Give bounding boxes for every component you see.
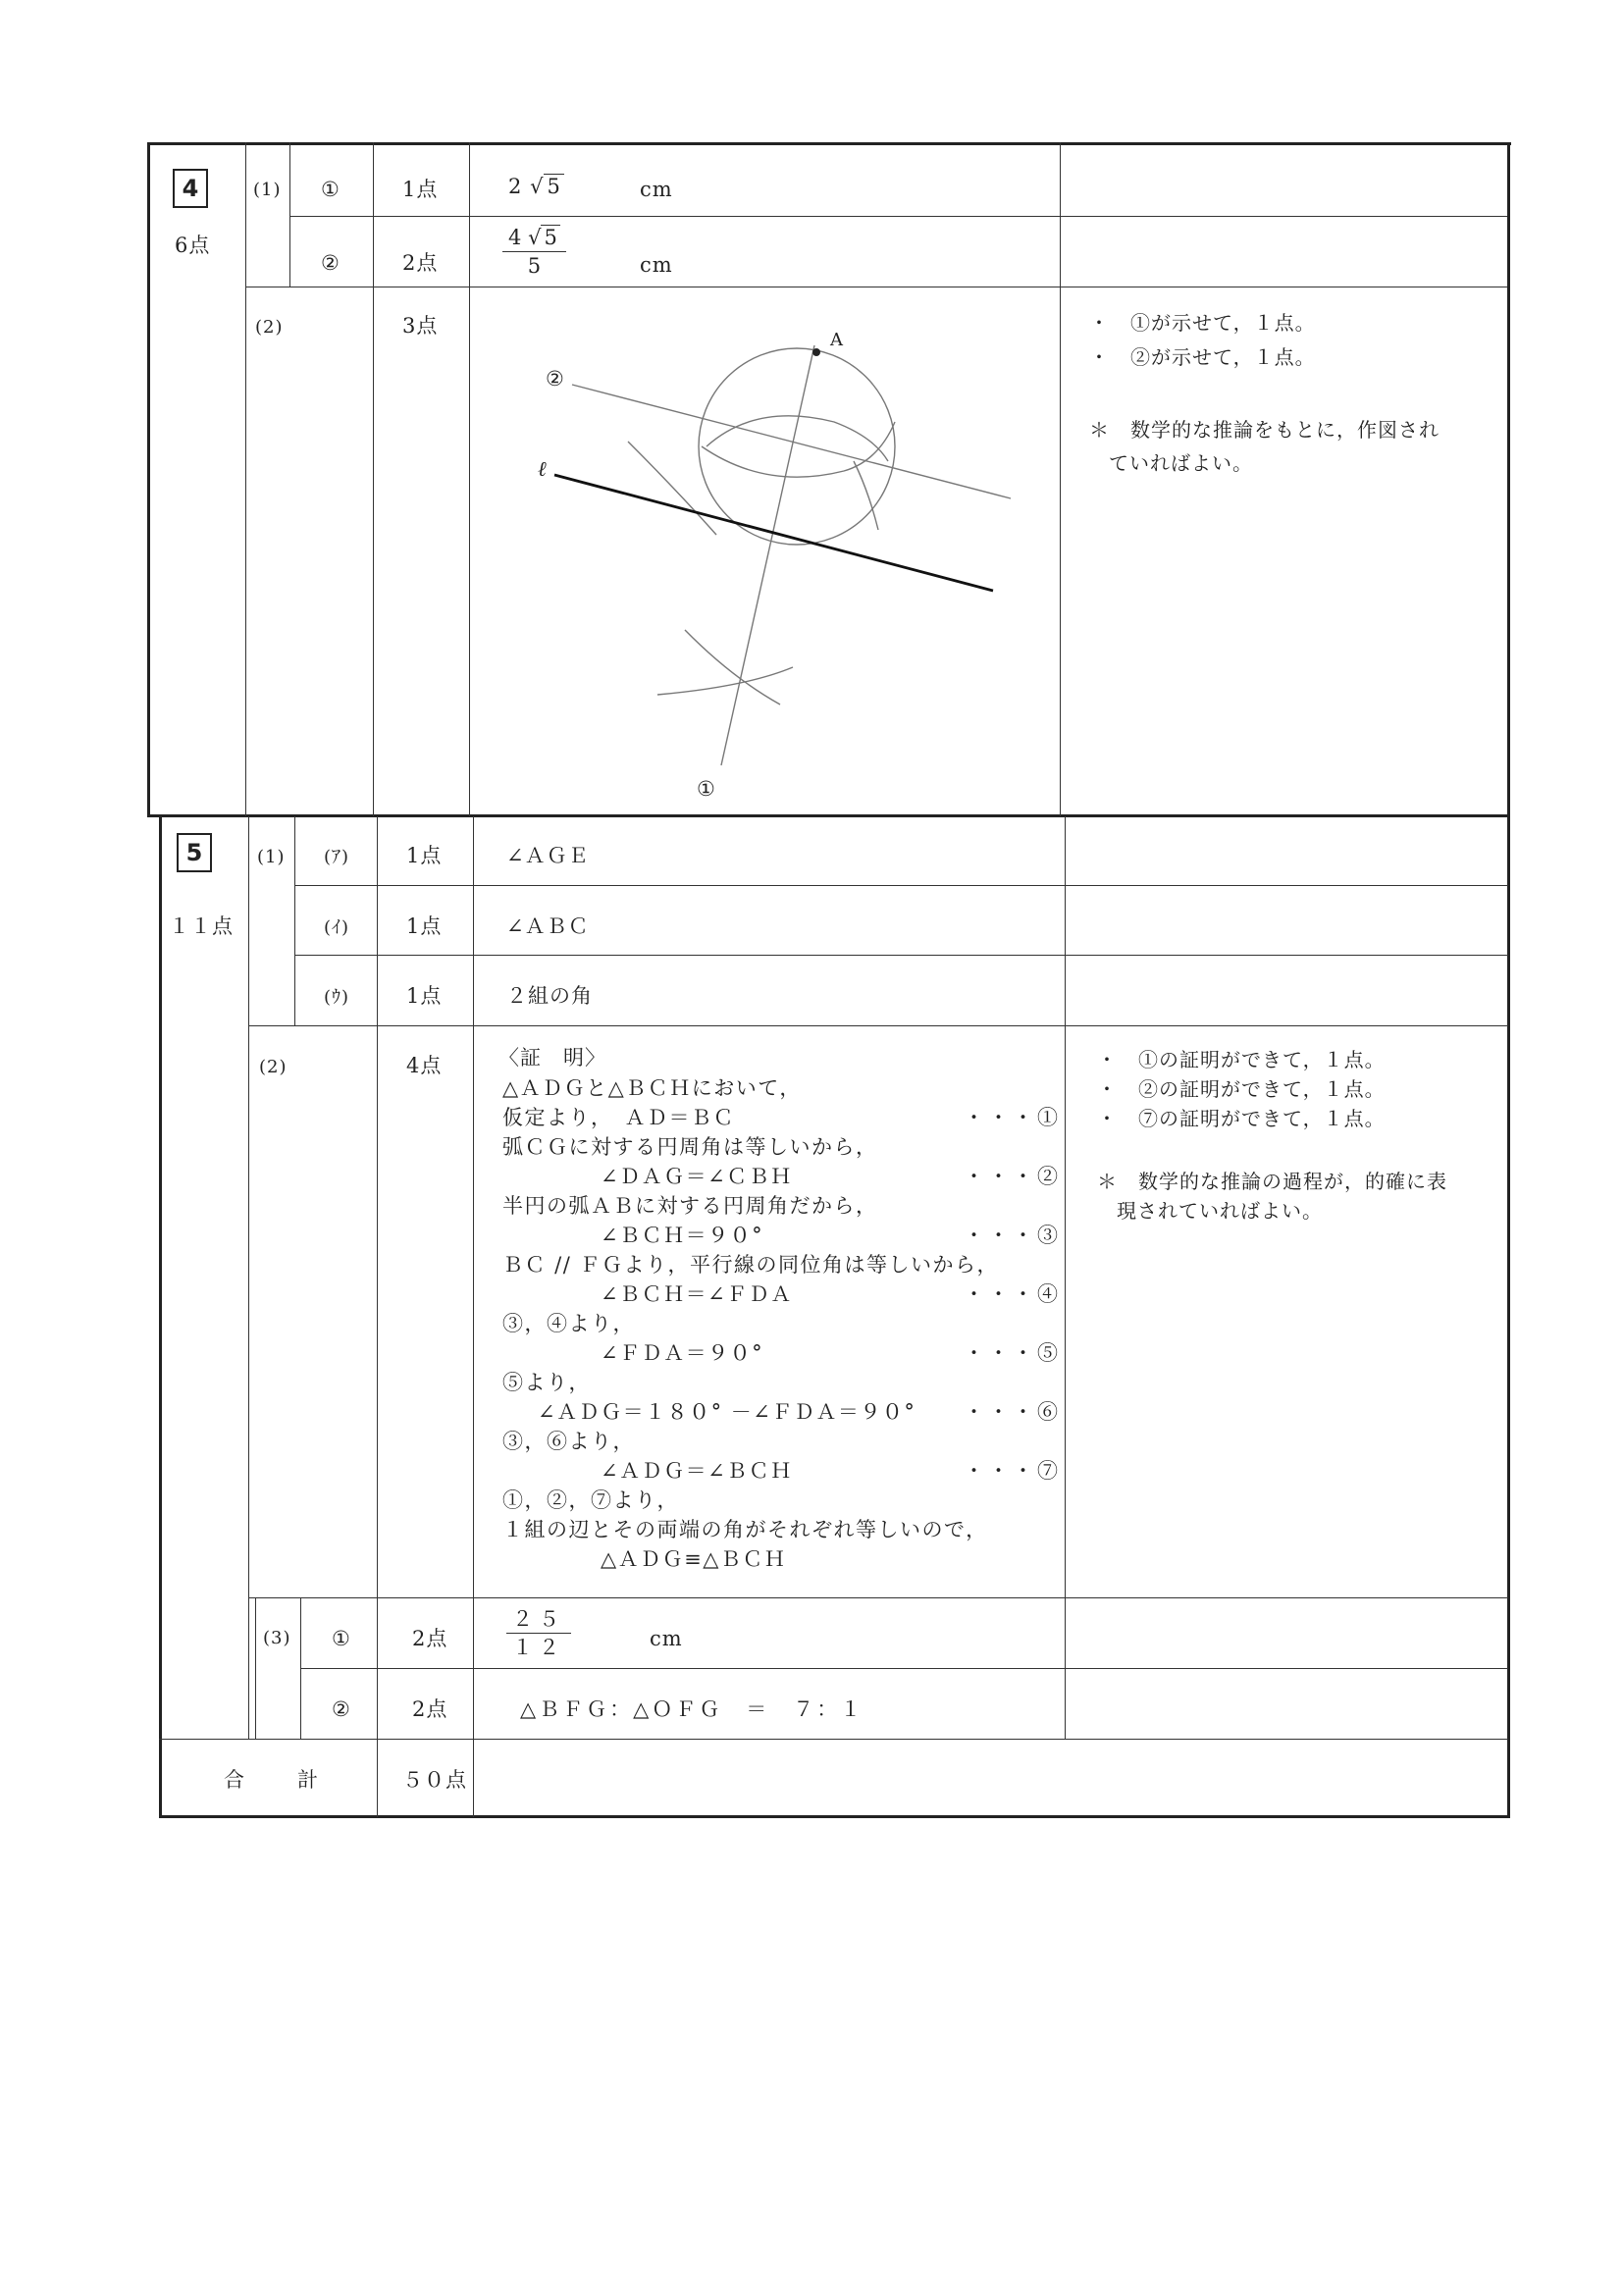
fraction-denominator: １２	[512, 1636, 565, 1659]
q5-sub1-item2-answer: ∠ＡＢＣ	[506, 914, 590, 938]
q4-sub1-item1-unit: cm	[640, 178, 673, 201]
proof-line-text: ∠ＤＡＧ＝∠ＣＢＨ	[601, 1165, 793, 1188]
q4-sub2-label: (2)	[255, 317, 284, 338]
q4-number-box: 4	[173, 169, 208, 208]
proof-line-ref: ・・・④	[964, 1282, 1062, 1306]
q4-sub2-note-1: ・ ①が示せて，１点。	[1089, 311, 1316, 335]
radicand: 5	[544, 174, 563, 198]
q5-sub3-item1-num: ①	[332, 1627, 351, 1650]
q4-sub2-remark-line-1: ＊ 数学的な推論をもとに，作図され	[1089, 418, 1440, 442]
q4-sub1-label: (1)	[253, 180, 282, 200]
total-label: 合 計	[224, 1768, 322, 1792]
proof-line	[502, 1132, 1062, 1162]
proof-line-text: ∠ＦＤＡ＝９０°	[601, 1341, 764, 1365]
sqrt-symbol: √ 5	[530, 173, 564, 200]
construction-arc-lower-2	[685, 630, 780, 704]
fraction-numerator: ２５	[506, 1605, 571, 1634]
q5-sub3-item1-points: 2点	[412, 1627, 448, 1650]
fraction-denominator: 5	[527, 254, 542, 278]
proof-line	[502, 1162, 1062, 1191]
construction-circle	[699, 348, 895, 545]
figure-point-a-label: A	[830, 330, 844, 350]
proof-line	[502, 1191, 1062, 1221]
q5-sub3-label: (3)	[263, 1628, 291, 1648]
proof-line-text: ＢＣ // ＦＧより，平行線の同位角は等しいから，	[502, 1253, 999, 1277]
q5-sub3-item2-points: 2点	[412, 1697, 448, 1721]
q4-sub1-item2-unit: cm	[640, 253, 673, 277]
figure-label-1: ①	[697, 777, 716, 801]
proof-line	[502, 1309, 1062, 1338]
proof-line-text: ③，④より，	[502, 1312, 635, 1335]
proof-line	[502, 1103, 1062, 1132]
q5-sub1-item3-num: (ｳ)	[324, 987, 350, 1008]
q5-sub1-item1-points: 1点	[406, 844, 443, 867]
proof-line-ref: ・・・⑥	[964, 1400, 1062, 1424]
proof-line	[502, 1338, 1062, 1368]
q4-sub1-item1-num: ①	[321, 178, 340, 201]
q4-points-total: 6点	[175, 234, 211, 257]
proof-line	[502, 1427, 1062, 1456]
q5-sub1-item1-answer: ∠ＡＧＥ	[506, 844, 590, 867]
proof-line-text: ∠ＢＣＨ＝∠ＦＤＡ	[601, 1282, 793, 1306]
proof-line-text: 仮定より， ＡＤ＝ＢＣ	[502, 1106, 735, 1129]
proof-line	[502, 1368, 1062, 1397]
proof-line-ref: ・・・②	[964, 1165, 1062, 1188]
q5-sub1-item3-points: 1点	[406, 984, 443, 1008]
q5-sub2-note-3: ・ ⑦の証明ができて，１点。	[1097, 1107, 1386, 1130]
q5-sub2-note-1: ・ ①の証明ができて，１点。	[1097, 1048, 1386, 1071]
q4-sub1-item2-points: 2点	[402, 251, 439, 275]
q5-sub2-points: 4点	[406, 1054, 443, 1077]
proof-line-text: △ＡＤＧと△ＢＣＨにおいて，	[502, 1076, 802, 1100]
q5-points-total: １１点	[169, 914, 234, 938]
figure-line-l-label: ℓ	[538, 457, 548, 481]
q5-sub2-remark-line-1: ＊ 数学的な推論の過程が，的確に表	[1097, 1170, 1447, 1193]
proof-line-text: ∠ＡＤＧ＝１８０° －∠ＦＤＡ＝９０°	[538, 1400, 916, 1424]
figure-label-2: ②	[546, 367, 565, 391]
proof-line	[502, 1486, 1062, 1515]
q5-number-box: 5	[177, 833, 212, 872]
construction-arc-side-1	[628, 442, 716, 535]
q5-sub1-item2-points: 1点	[406, 914, 443, 938]
answer-coefficient: 2	[508, 175, 523, 198]
total-points: ５０点	[402, 1768, 467, 1792]
q4-sub1-item1-points: 1点	[402, 178, 439, 201]
proof-line-ref: ・・・⑤	[964, 1341, 1062, 1365]
proof-line-text: △ＡＤＧ≡△ＢＣＨ	[601, 1547, 787, 1571]
q5-sub2-note-2: ・ ②の証明ができて，１点。	[1097, 1077, 1386, 1101]
proof-line	[502, 1544, 1062, 1574]
proof-line	[502, 1456, 1062, 1486]
q4-sub2-remark-line-2: ていればよい。	[1109, 451, 1253, 475]
q5-proof-title: 〈証 明〉	[498, 1046, 606, 1070]
point-a	[812, 348, 820, 356]
q5-sub1-item2-num: (ｲ)	[324, 917, 350, 938]
q5-sub3-item2-answer: △ＢＦＧ：△ＯＦＧ ＝ ７：１	[520, 1697, 864, 1721]
perpendicular-line-1	[721, 345, 814, 765]
perpendicular-line-2	[572, 385, 1011, 498]
proof-line-ref: ・・・③	[964, 1224, 1062, 1247]
proof-line-text: 弧ＣＧに対する円周角は等しいから，	[502, 1135, 878, 1159]
proof-line-text: ∠ＢＣＨ＝９０°	[601, 1224, 764, 1247]
proof-line	[502, 1515, 1062, 1544]
proof-line-text: １組の辺とその両端の角がそれぞれ等しいので，	[502, 1518, 988, 1541]
sqrt-symbol: √ 5	[528, 224, 560, 251]
proof-line	[502, 1073, 1062, 1103]
proof-line-text: ∠ＡＤＧ＝∠ＢＣＨ	[601, 1459, 793, 1483]
q5-sub2-label: (2)	[259, 1057, 288, 1077]
construction-arc-side-2	[854, 461, 878, 530]
q5-sub2-remark-line-2: 現されていればよい。	[1117, 1199, 1323, 1223]
q4-sub2-note-2: ・ ②が示せて，１点。	[1089, 345, 1316, 369]
radicand: 5	[541, 225, 559, 249]
q5-proof-body	[502, 1073, 1062, 1574]
proof-line-text: ⑤より，	[502, 1371, 591, 1394]
q4-sub2-points: 3点	[402, 314, 439, 338]
proof-line	[502, 1397, 1062, 1427]
proof-line-text: ③，⑥より，	[502, 1430, 635, 1453]
q5-sub3-item1-answer-fraction	[506, 1605, 571, 1661]
proof-line	[502, 1250, 1062, 1279]
proof-line-text: ①，②，⑦より，	[502, 1488, 679, 1512]
line-l	[554, 475, 993, 591]
q5-sub3-item2-num: ②	[332, 1697, 351, 1721]
q4-sub1-item2-num: ②	[321, 251, 340, 275]
q5-sub1-item1-num: (ｱ)	[324, 847, 350, 867]
q5-sub1-label: (1)	[257, 847, 286, 867]
q5-sub3-item1-unit: cm	[650, 1627, 683, 1650]
proof-line	[502, 1279, 1062, 1309]
proof-line	[502, 1221, 1062, 1250]
proof-line-ref: ・・・①	[964, 1106, 1062, 1129]
proof-line-ref: ・・・⑦	[964, 1459, 1062, 1483]
q5-sub1-item3-answer: ２組の角	[506, 984, 593, 1008]
numerator-coefficient: 4	[508, 226, 522, 249]
construction-arc-lower-1	[657, 667, 793, 695]
proof-line-text: 半円の弧ＡＢに対する円周角だから，	[502, 1194, 878, 1218]
